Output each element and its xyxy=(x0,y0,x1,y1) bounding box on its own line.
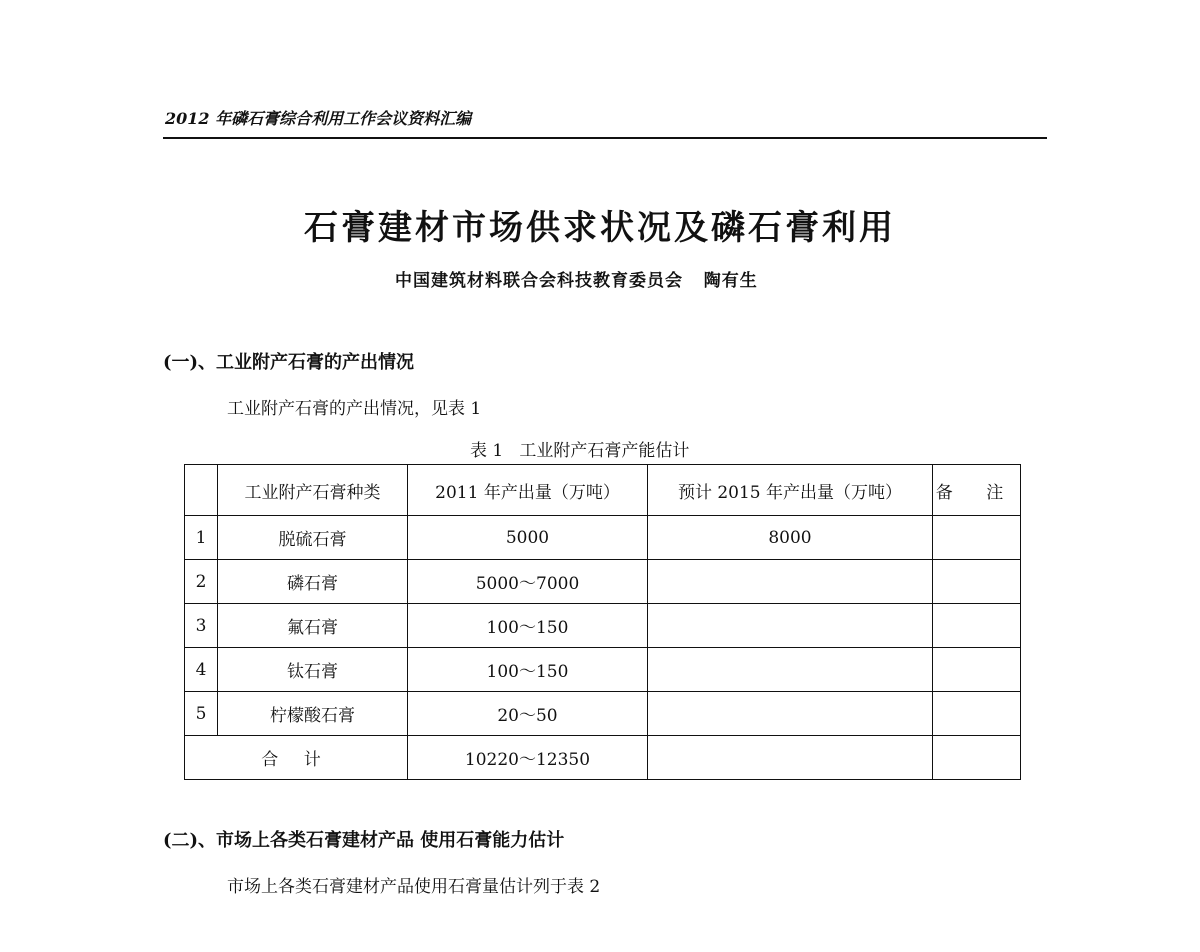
row-2015 xyxy=(648,648,933,692)
article-title: 石膏建材市场供求状况及磷石膏利用 xyxy=(304,208,896,248)
row-note xyxy=(933,648,1021,692)
header-2011: 2011 年产出量（万吨） xyxy=(408,465,648,516)
total-label: 合 计 xyxy=(185,736,408,780)
header-2015: 预计 2015 年产出量（万吨） xyxy=(648,465,933,516)
row-idx: 1 xyxy=(185,516,218,560)
row-2011: 100～150 xyxy=(408,604,648,648)
row-type: 磷石膏 xyxy=(218,560,408,604)
row-2011: 5000 xyxy=(408,516,648,560)
row-idx: 2 xyxy=(185,560,218,604)
section-1-heading: (一)、工业附产石膏的产出情况 xyxy=(163,352,415,373)
total-note xyxy=(933,736,1021,780)
row-type: 氟石膏 xyxy=(218,604,408,648)
row-2015: 8000 xyxy=(648,516,933,560)
table-row xyxy=(185,604,1021,648)
header-idx xyxy=(185,465,218,516)
table-header-row xyxy=(185,465,1021,516)
table-row xyxy=(185,648,1021,692)
row-idx: 5 xyxy=(185,692,218,736)
total-2011: 10220～12350 xyxy=(408,736,648,780)
row-2011: 100～150 xyxy=(408,648,648,692)
author-line: 中国建筑材料联合会科技教育委员会 陶有生 xyxy=(395,271,758,291)
table-1 xyxy=(184,464,1021,780)
section-2-text: 市场上各类石膏建材产品使用石膏量估计列于表 2 xyxy=(227,877,601,897)
table-row xyxy=(185,516,1021,560)
row-2015 xyxy=(648,560,933,604)
row-type: 柠檬酸石膏 xyxy=(218,692,408,736)
row-note xyxy=(933,560,1021,604)
table-row xyxy=(185,560,1021,604)
total-2015 xyxy=(648,736,933,780)
table-row xyxy=(185,692,1021,736)
table-total-row xyxy=(185,736,1021,780)
row-2015 xyxy=(648,604,933,648)
row-idx: 4 xyxy=(185,648,218,692)
row-type: 钛石膏 xyxy=(218,648,408,692)
section-2-heading: (二)、市场上各类石膏建材产品 使用石膏能力估计 xyxy=(163,830,565,851)
row-2015 xyxy=(648,692,933,736)
section-1-text: 工业附产石膏的产出情况，见表 1 xyxy=(227,399,482,419)
row-type: 脱硫石膏 xyxy=(218,516,408,560)
header-type: 工业附产石膏种类 xyxy=(218,465,408,516)
row-idx: 3 xyxy=(185,604,218,648)
header-rule xyxy=(163,137,1047,139)
running-header: 2012 年磷石膏综合利用工作会议资料汇编 xyxy=(165,109,472,128)
table-1-caption: 表 1 工业附产石膏产能估计 xyxy=(470,441,690,461)
row-note xyxy=(933,516,1021,560)
row-2011: 20～50 xyxy=(408,692,648,736)
row-note xyxy=(933,604,1021,648)
row-2011: 5000～7000 xyxy=(408,560,648,604)
row-note xyxy=(933,692,1021,736)
header-note: 备 注 xyxy=(933,465,1021,516)
